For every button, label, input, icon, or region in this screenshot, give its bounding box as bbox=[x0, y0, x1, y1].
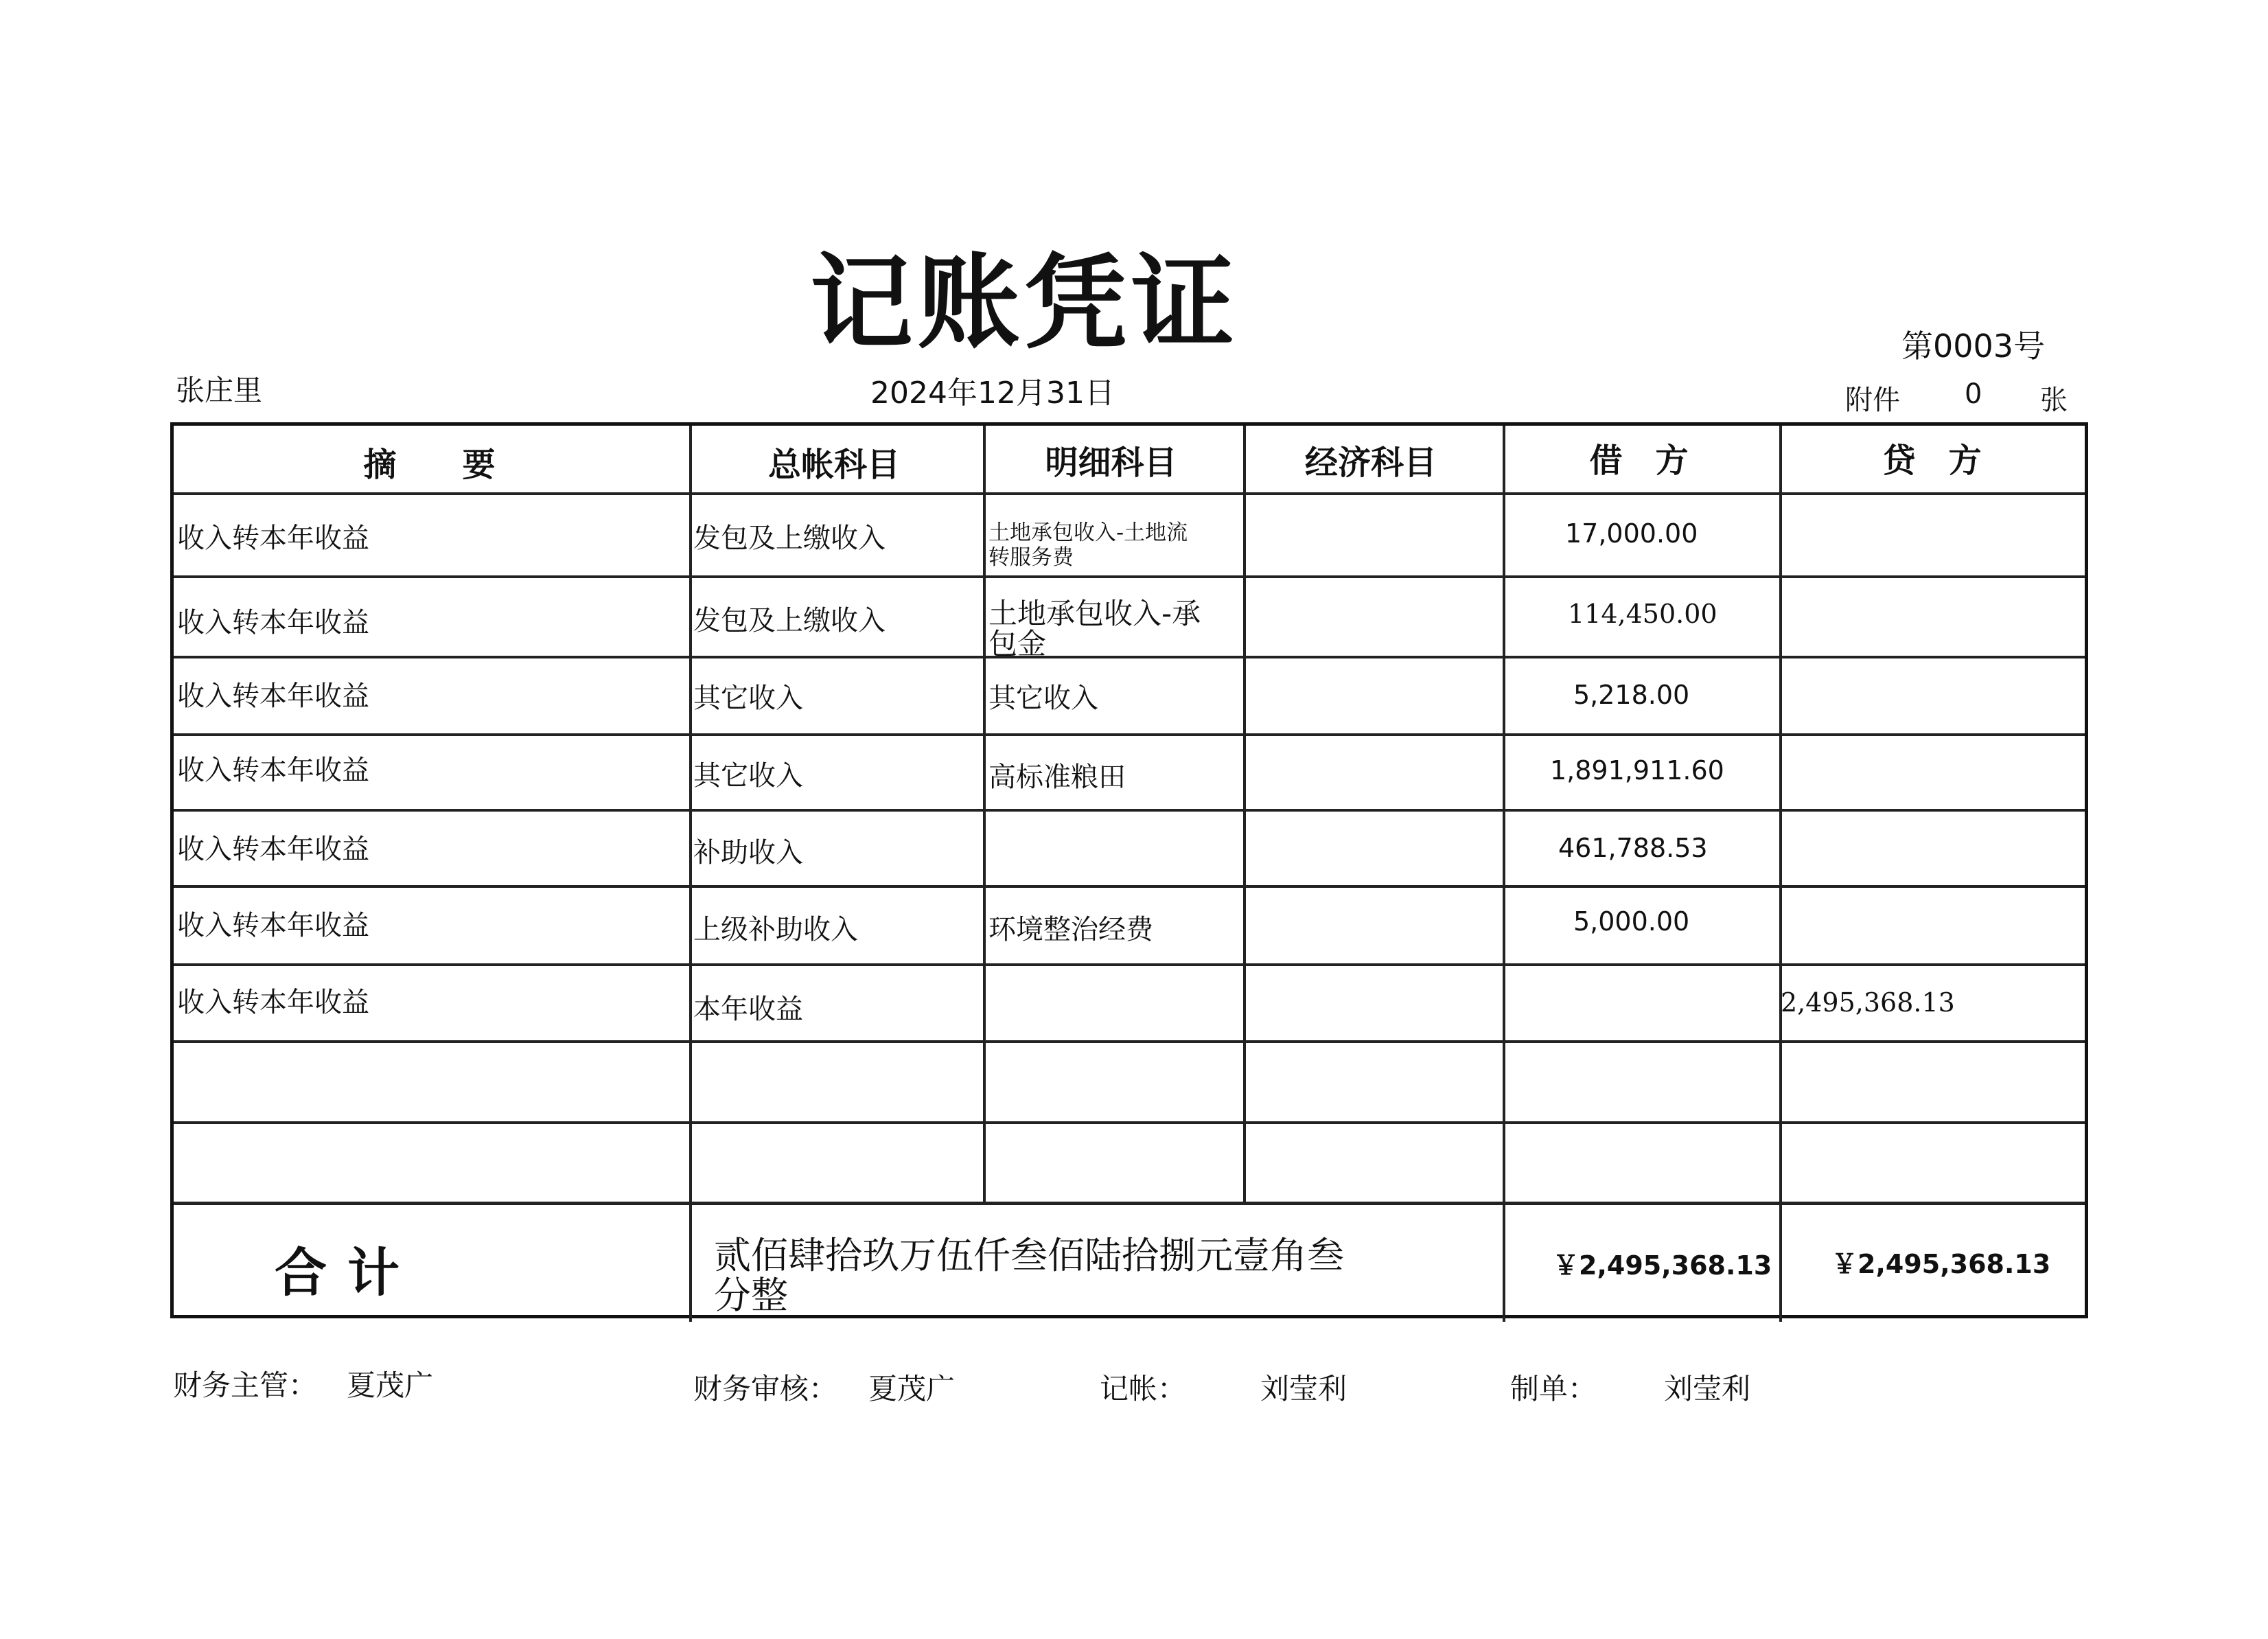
row-divider bbox=[174, 1040, 2085, 1043]
row-debit: 5,218.00 bbox=[1573, 680, 1690, 710]
voucher-title: 记账凭证 bbox=[810, 242, 1239, 363]
row-summary: 收入转本年收益 bbox=[177, 755, 369, 786]
row-general-account: 发包及上缴收入 bbox=[693, 523, 886, 554]
column-divider bbox=[1503, 426, 1505, 1322]
preparer-name: 刘莹利 bbox=[1664, 1372, 1751, 1406]
header-economic-account: 经济科目 bbox=[1304, 444, 1437, 482]
row-detail-account: 土地承包收入-土地流转服务费 bbox=[988, 520, 1188, 570]
row-debit: 17,000.00 bbox=[1565, 518, 1698, 549]
row-summary: 收入转本年收益 bbox=[177, 523, 369, 554]
row-summary: 收入转本年收益 bbox=[177, 987, 369, 1018]
total-debit: ￥2,495,368.13 bbox=[1553, 1250, 1772, 1281]
row-divider bbox=[174, 963, 2085, 966]
header-debit: 借 方 bbox=[1589, 442, 1689, 480]
row-general-account: 上级补助收入 bbox=[693, 914, 858, 945]
preparer-label: 制单： bbox=[1510, 1372, 1597, 1406]
row-detail-account: 土地承包收入-承包金 bbox=[988, 597, 1201, 661]
column-divider bbox=[983, 426, 986, 1203]
header-summary: 摘 要 bbox=[363, 446, 496, 484]
row-summary: 收入转本年收益 bbox=[177, 910, 369, 941]
row-divider bbox=[174, 575, 2085, 578]
column-divider bbox=[1779, 426, 1782, 1322]
row-divider bbox=[174, 885, 2085, 888]
voucher-date: 2024年12月31日 bbox=[870, 376, 1115, 411]
column-divider bbox=[689, 426, 692, 1322]
finance-manager-name: 夏茂广 bbox=[347, 1368, 434, 1402]
row-general-account: 本年收益 bbox=[693, 994, 803, 1025]
unit-name: 张庄里 bbox=[176, 374, 263, 407]
column-divider bbox=[1243, 426, 1246, 1203]
row-general-account: 其它收入 bbox=[693, 760, 803, 792]
row-debit: 5,000.00 bbox=[1573, 906, 1690, 937]
total-row-divider bbox=[174, 1202, 2085, 1205]
row-divider bbox=[174, 1121, 2085, 1124]
attachments-unit: 张 bbox=[2040, 385, 2068, 416]
attachments-label: 附件 bbox=[1845, 385, 1900, 416]
total-credit: ￥2,495,368.13 bbox=[1831, 1249, 2051, 1279]
header-detail-account: 明细科目 bbox=[1045, 444, 1177, 482]
row-divider bbox=[174, 492, 2085, 495]
auditor-label: 财务审核： bbox=[693, 1372, 838, 1406]
total-amount-in-words: 贰佰肆拾玖万伍仟叁佰陆拾捌元壹角叁分整 bbox=[714, 1234, 1344, 1317]
row-debit: 114,450.00 bbox=[1568, 599, 1717, 629]
header-credit: 贷 方 bbox=[1882, 442, 1982, 480]
row-general-account: 补助收入 bbox=[693, 837, 803, 869]
row-divider bbox=[174, 809, 2085, 812]
header-general-account: 总帐科目 bbox=[767, 446, 900, 484]
row-summary: 收入转本年收益 bbox=[177, 607, 369, 639]
row-debit: 461,788.53 bbox=[1558, 833, 1708, 863]
finance-manager-label: 财务主管： bbox=[173, 1368, 318, 1402]
row-detail-account: 环境整治经费 bbox=[988, 914, 1153, 945]
row-summary: 收入转本年收益 bbox=[177, 680, 369, 712]
row-debit: 1,891,911.60 bbox=[1550, 755, 1724, 786]
auditor-name: 夏茂广 bbox=[868, 1372, 956, 1406]
row-summary: 收入转本年收益 bbox=[177, 834, 369, 865]
attachments-count: 0 bbox=[1965, 378, 1982, 410]
bookkeeper-name: 刘莹利 bbox=[1260, 1372, 1347, 1406]
row-general-account: 发包及上缴收入 bbox=[693, 605, 886, 637]
row-general-account: 其它收入 bbox=[693, 683, 803, 714]
bookkeeper-label: 记帐： bbox=[1100, 1372, 1187, 1406]
row-detail-account: 高标准粮田 bbox=[988, 761, 1126, 793]
total-label: 合计 bbox=[275, 1242, 420, 1303]
row-detail-account: 其它收入 bbox=[988, 683, 1098, 714]
row-divider bbox=[174, 733, 2085, 736]
row-credit: 2,495,368.13 bbox=[1781, 987, 1955, 1018]
voucher-number: 第0003号 bbox=[1901, 328, 2046, 365]
